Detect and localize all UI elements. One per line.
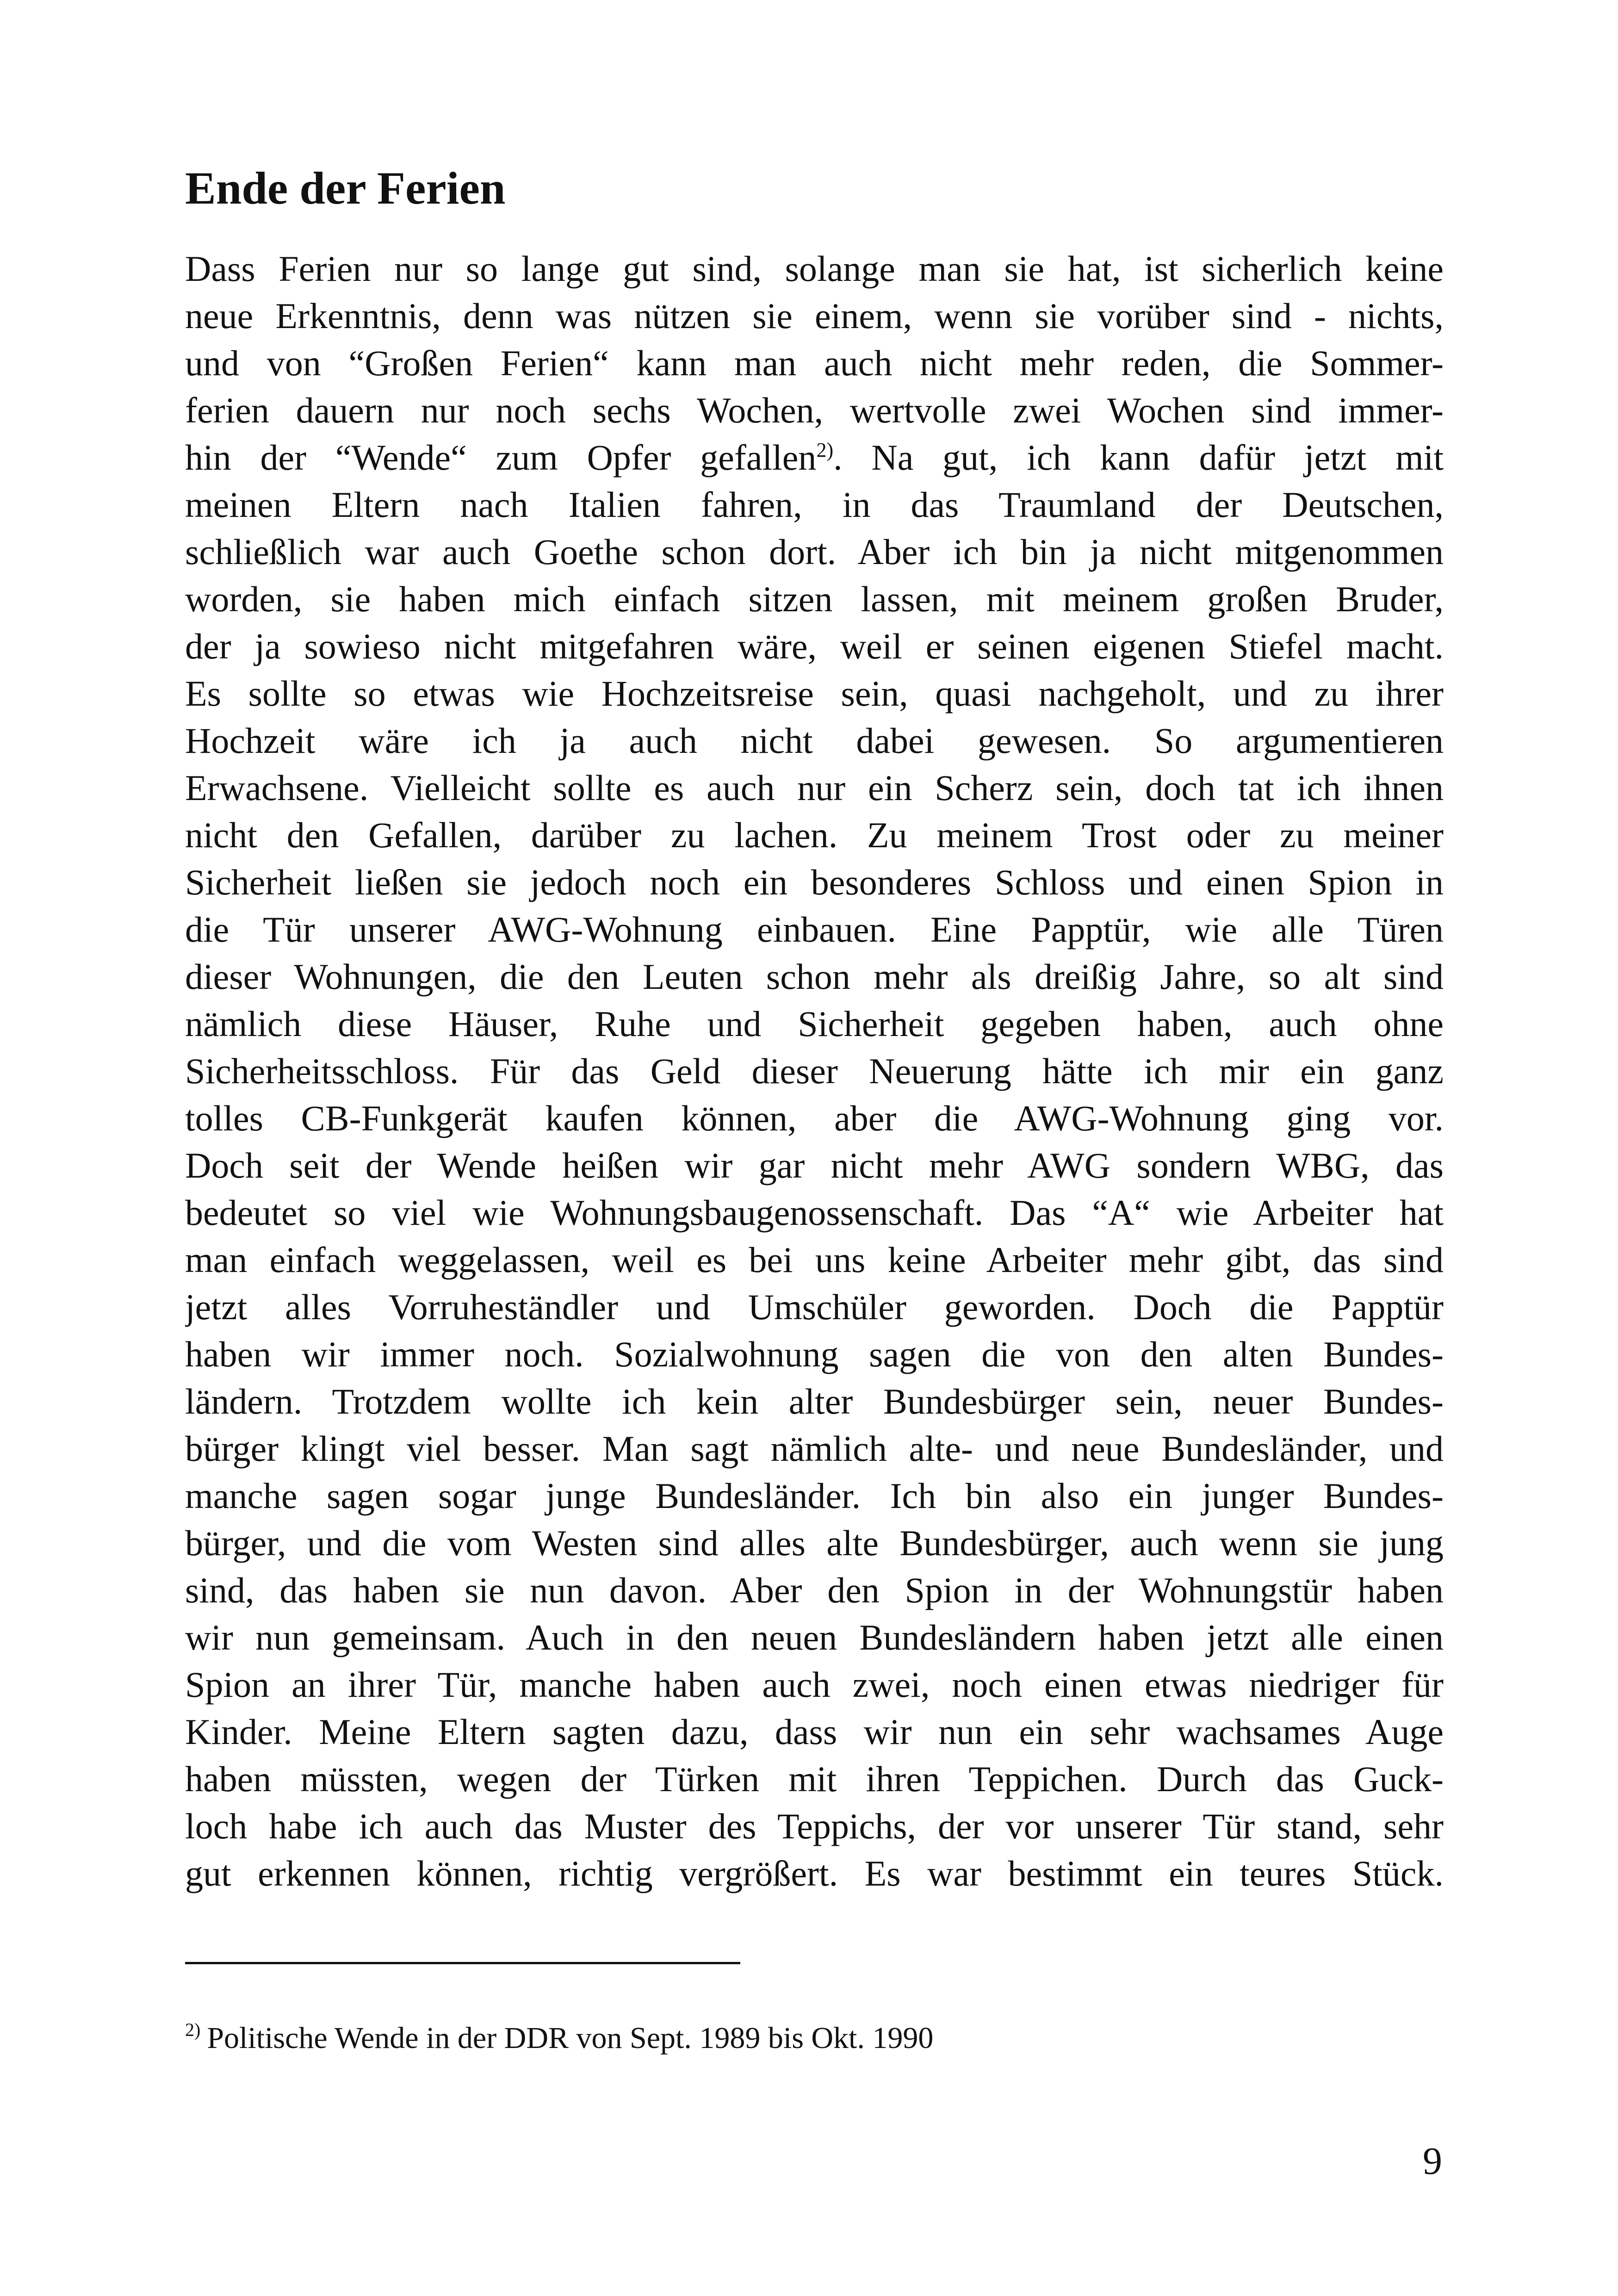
footnote-marker: 2) [185,2019,201,2040]
text-line: Dass Ferien nur so lange gut sind, solange man sie hat, ist sicherlich keine [185,248,1444,289]
text-line: wir nun gemeinsam. Auch in den neuen Bundesländern haben jetzt alle einen [185,1617,1444,1657]
text-line: dieser Wohnungen, die den Leuten schon mehr als dreißig Jahre, so alt sind [185,956,1444,997]
text-line: nämlich diese Häuser, Ruhe und Sicherheit gegeben haben, auch ohne [185,1004,1444,1044]
footnote [185,2020,933,2056]
text-line: Sicherheitsschloss. Für das Geld dieser Neuerung hätte ich mir ein ganz [185,1051,1444,1091]
text-line: ferien dauern nur noch sechs Wochen, wertvolle zwei Wochen sind immer- [185,390,1444,430]
text-line: meinen Eltern nach Italien fahren, in das Traumland der Deutschen, [185,484,1444,525]
text-line-with-footnote-ref [185,434,1444,481]
text-line: tolles CB-Funkgerät kaufen können, aber die AWG-Wohnung ging vor. [185,1098,1444,1138]
text-line: die Tür unserer AWG-Wohnung einbauen. Eine Papptür, wie alle Türen [185,909,1444,949]
text-line: haben müssten, wegen der Türken mit ihren Teppichen. Durch das Guck- [185,1759,1444,1799]
text-line: nicht den Gefallen, darüber zu lachen. Zu meinem Trost oder zu meiner [185,815,1444,855]
text-line: Kinder. Meine Eltern sagten dazu, dass wir nun ein sehr wachsames Auge [185,1712,1444,1752]
text-line: Erwachsene. Vielleicht sollte es auch nur ein Scherz sein, doch tat ich ihnen [185,768,1444,808]
text-line-part: hin der “Wende“ zum Opfer gefallen [185,437,817,478]
text-line: loch habe ich auch das Muster des Teppichs, der vor unserer Tür stand, sehr [185,1806,1444,1846]
text-line: bürger klingt viel besser. Man sagt nämlich alte- und neue Bundesländer, und [185,1428,1444,1469]
text-line: Es sollte so etwas wie Hochzeitsreise sein, quasi nachgeholt, und zu ihrer [185,673,1444,714]
text-line: ländern. Trotzdem wollte ich kein alter Bundesbürger sein, neuer Bundes- [185,1381,1444,1421]
text-line: Doch seit der Wende heißen wir gar nicht mehr AWG sondern WBG, das [185,1145,1444,1185]
text-line: Hochzeit wäre ich ja auch nicht dabei gewesen. So argumentieren [185,720,1444,761]
text-line: der ja sowieso nicht mitgefahren wäre, weil er seinen eigenen Stiefel macht. [185,626,1444,666]
body-paragraph [185,245,1444,1897]
text-line: schließlich war auch Goethe schon dort. Aber ich bin ja nicht mitgenommen [185,532,1444,572]
text-line: worden, sie haben mich einfach sitzen lassen, mit meinem großen Bruder, [185,579,1444,619]
text-line: bedeutet so viel wie Wohnungsbaugenossenschaft. Das “A“ wie Arbeiter hat [185,1192,1444,1233]
text-line: bürger, und die vom Westen sind alles alte Bundesbürger, auch wenn sie jung [185,1523,1444,1563]
text-line: manche sagen sogar junge Bundesländer. Ich bin also ein junger Bundes- [185,1476,1444,1516]
page-number: 9 [1423,2140,1442,2183]
text-line: sind, das haben sie nun davon. Aber den Spion in der Wohnungstür haben [185,1570,1444,1610]
text-line: man einfach weggelassen, weil es bei uns keine Arbeiter mehr gibt, das sind [185,1240,1444,1280]
chapter-heading: Ende der Ferien [185,162,506,214]
footnote-separator [185,1962,740,1964]
text-line: gut erkennen können, richtig vergrößert. Es war bestimmt ein teures Stück. [185,1853,1444,1893]
text-line: haben wir immer noch. Sozialwohnung sagen die von den alten Bundes- [185,1334,1444,1374]
text-line: neue Erkenntnis, denn was nützen sie einem, wenn sie vorüber sind - nichts, [185,296,1444,336]
footnote-text: Politische Wende in der DDR von Sept. 1989 bis Okt. 1990 [207,2021,934,2055]
text-line: jetzt alles Vorruheständler und Umschüler geworden. Doch die Papptür [185,1287,1444,1327]
text-line: Spion an ihrer Tür, manche haben auch zwei, noch einen etwas niedriger für [185,1664,1444,1705]
text-line: und von “Großen Ferien“ kann man auch nicht mehr reden, die Sommer- [185,343,1444,383]
text-line: Sicherheit ließen sie jedoch noch ein besonderes Schloss und einen Spion in [185,862,1444,902]
footnote-reference[interactable]: 2) [816,439,834,461]
text-line-part: . Na gut, ich kann dafür jetzt mit [833,437,1444,478]
